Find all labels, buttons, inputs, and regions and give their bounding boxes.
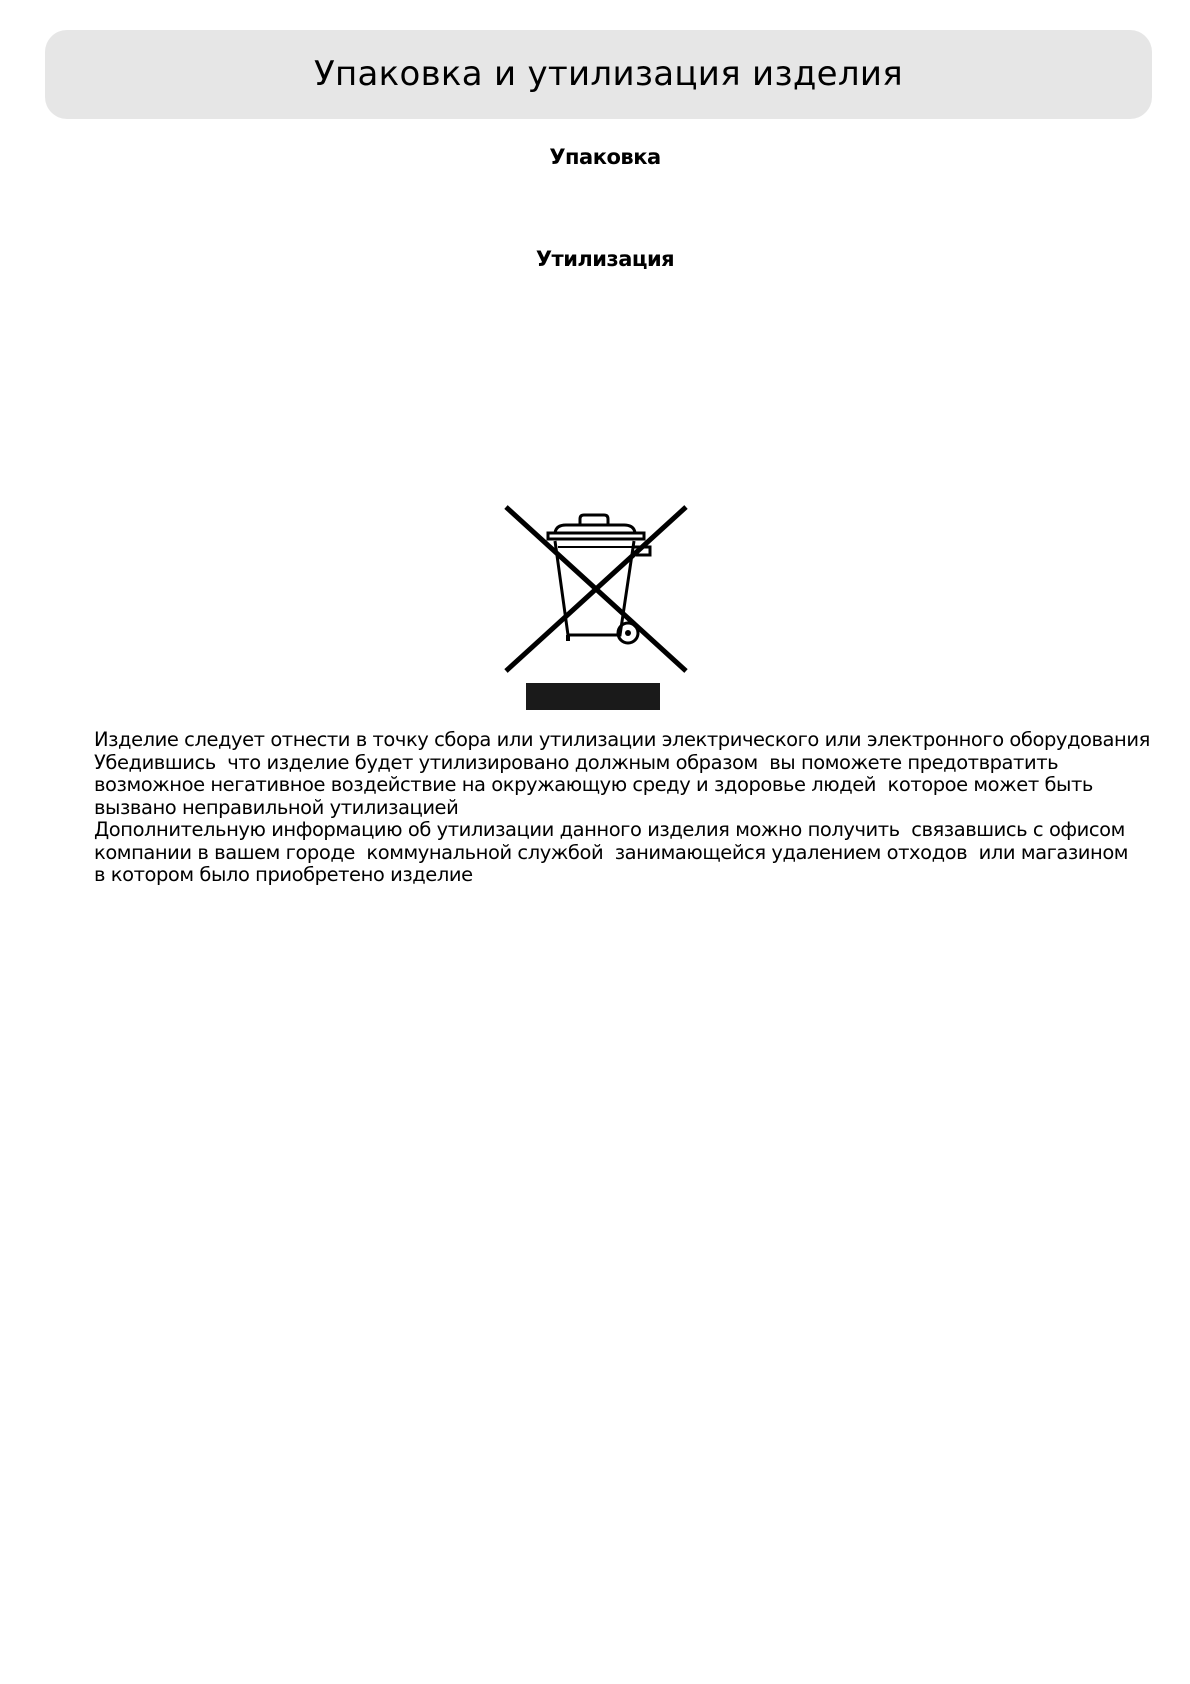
- body-line: вызвано неправильной утилизацией: [94, 795, 459, 819]
- page-title: Упаковка и утилизация изделия: [313, 54, 904, 94]
- crossed-out-wheelie-bin-icon: [500, 495, 690, 710]
- body-line: Дополнительную информацию об утилизации данного изделия можно получить связавшись с офисом: [94, 818, 1125, 841]
- body-line: возможное негативное воздействие на окружающую среду и здоровье людей которое может быть: [94, 773, 1093, 796]
- body-line: Изделие следует отнести в точку сбора или утилизации электрического или электронного оборудования: [94, 728, 1150, 751]
- packaging-heading: Упаковка: [549, 145, 661, 169]
- body-line: компании в вашем городе коммунальной службой занимающейся удалением отходов или магазином: [94, 840, 1129, 864]
- disposal-description: [94, 729, 1154, 887]
- body-line: Убедившись что изделие будет утилизировано должным образом вы поможете предотвратить: [94, 750, 1059, 774]
- title-bar: [45, 30, 1152, 119]
- body-line: в котором было приобретено изделие: [94, 863, 473, 886]
- disposal-heading: Утилизация: [535, 247, 675, 271]
